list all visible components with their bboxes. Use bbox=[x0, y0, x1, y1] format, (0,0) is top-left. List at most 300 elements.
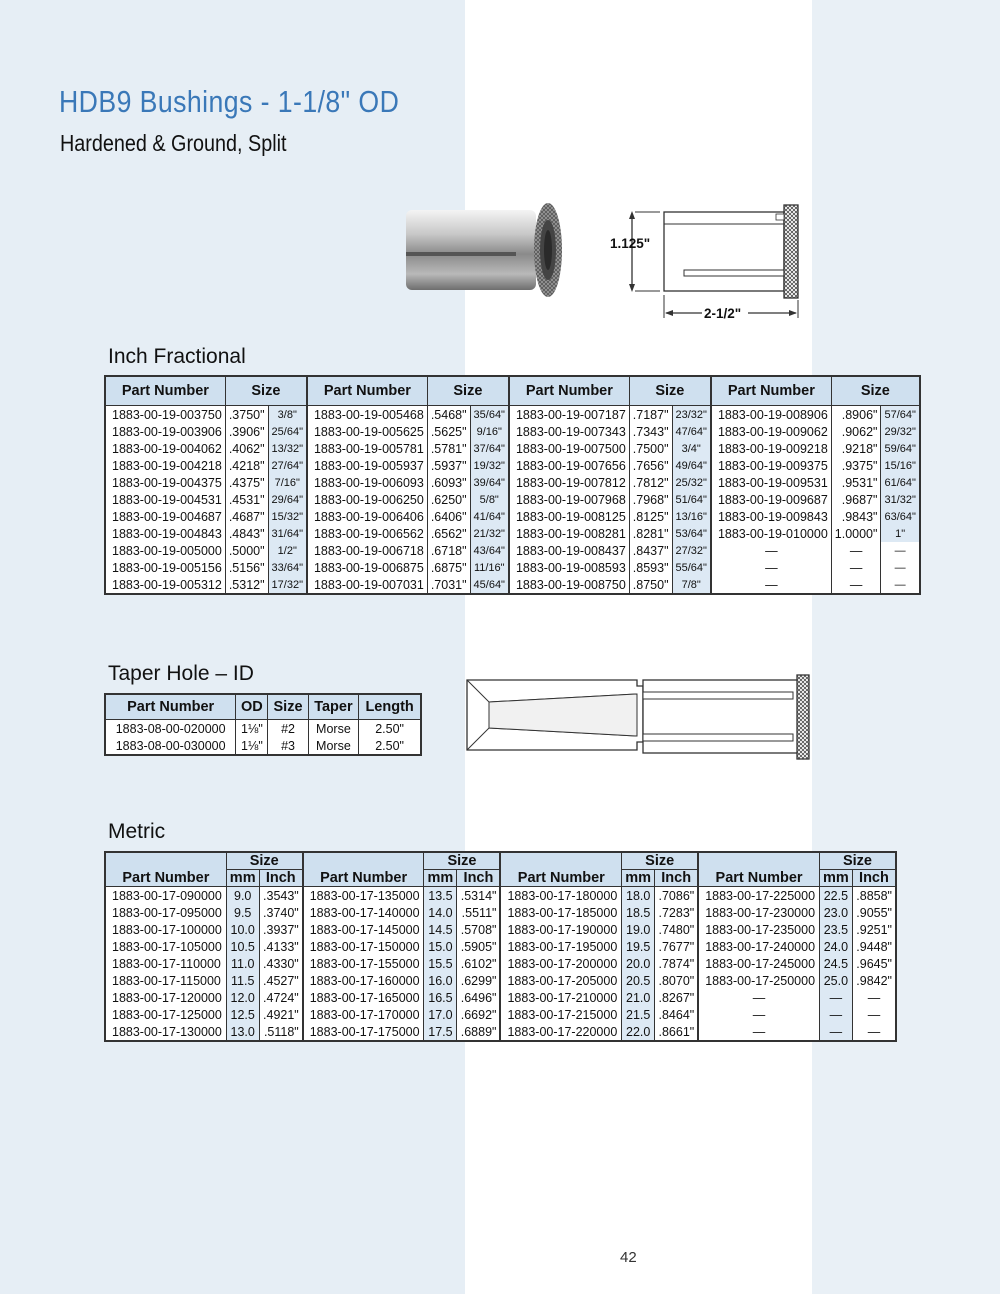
taper-hole-heading: Taper Hole – ID bbox=[108, 662, 254, 685]
decimal-size-cell: .8281" bbox=[629, 525, 672, 542]
part-number-cell: 1883-00-19-005000 bbox=[112, 543, 222, 558]
inch-size-cell: — bbox=[852, 989, 896, 1006]
table-row bbox=[105, 938, 896, 955]
decimal-size-cell: .4375" bbox=[225, 474, 268, 491]
inch-size-cell: .7086" bbox=[655, 887, 699, 905]
mm-size-cell: 19.5 bbox=[622, 938, 655, 955]
fraction-size-cell: 53/64" bbox=[672, 525, 711, 542]
column-header: OD bbox=[236, 694, 268, 720]
part-number-cell: 1883-00-17-160000 bbox=[309, 973, 420, 988]
table-row bbox=[105, 1006, 896, 1023]
table-cell: 2.50" bbox=[359, 737, 421, 755]
column-header: Size bbox=[268, 694, 308, 720]
decimal-size-cell: .6093" bbox=[427, 474, 470, 491]
fraction-size-cell: 1/2" bbox=[268, 542, 307, 559]
decimal-size-cell: .7187" bbox=[629, 406, 672, 424]
mm-size-cell: 24.0 bbox=[819, 938, 852, 955]
mm-size-cell: 23.0 bbox=[819, 904, 852, 921]
part-number-cell: 1883-00-19-003750 bbox=[112, 407, 222, 422]
part-number-cell: 1883-00-19-006718 bbox=[313, 543, 424, 558]
fraction-size-cell: 3/4" bbox=[672, 440, 711, 457]
column-header-size: Size bbox=[831, 376, 920, 406]
part-number-cell: 1883-00-17-215000 bbox=[507, 1007, 618, 1022]
part-number-cell: 1883-00-17-090000 bbox=[112, 888, 222, 903]
column-header: Part Number bbox=[105, 694, 236, 720]
metric-heading: Metric bbox=[108, 820, 166, 843]
part-number-cell: 1883-00-19-008750 bbox=[515, 577, 626, 592]
mm-size-cell: 16.0 bbox=[424, 972, 457, 989]
decimal-size-cell: .5156" bbox=[225, 559, 268, 576]
decimal-size-cell: .6562" bbox=[427, 525, 470, 542]
mm-size-cell: 10.5 bbox=[226, 938, 259, 955]
inch-size-cell: .4133" bbox=[259, 938, 303, 955]
mm-size-cell: 22.5 bbox=[819, 887, 852, 905]
part-number-cell: 1883-00-17-245000 bbox=[705, 956, 816, 971]
inch-size-cell: .6889" bbox=[457, 1023, 501, 1041]
part-number-cell: 1883-00-19-007187 bbox=[515, 407, 626, 422]
fraction-size-cell: 11/16" bbox=[470, 559, 509, 576]
decimal-size-cell: .5781" bbox=[427, 440, 470, 457]
fraction-size-cell: 51/64" bbox=[672, 491, 711, 508]
table-row bbox=[105, 720, 421, 738]
part-number-cell: 1883-00-17-110000 bbox=[112, 956, 221, 971]
mm-size-cell: 22.0 bbox=[622, 1023, 655, 1041]
part-number-cell: — bbox=[752, 1007, 766, 1022]
decimal-size-cell: .7656" bbox=[629, 457, 672, 474]
fraction-size-cell: 5/8" bbox=[470, 491, 509, 508]
fraction-size-cell: 1" bbox=[881, 525, 920, 542]
mm-size-cell: 9.5 bbox=[226, 904, 259, 921]
table-row bbox=[105, 406, 920, 424]
part-number-cell: 1883-00-17-200000 bbox=[507, 956, 618, 971]
decimal-size-cell: .5937" bbox=[427, 457, 470, 474]
column-header-size: Size bbox=[427, 376, 509, 406]
page-title: HDB9 Bushings - 1-1/8" OD bbox=[59, 84, 400, 119]
mm-size-cell: 25.0 bbox=[819, 972, 852, 989]
fraction-size-cell: 17/32" bbox=[268, 576, 307, 594]
decimal-size-cell: 1.0000" bbox=[831, 525, 881, 542]
inch-size-cell: .7874" bbox=[655, 955, 699, 972]
part-number-cell: 1883-00-19-009375 bbox=[717, 458, 828, 473]
column-header: Length bbox=[359, 694, 421, 720]
inch-size-cell: .6102" bbox=[457, 955, 501, 972]
table-cell: 2.50" bbox=[359, 720, 421, 738]
decimal-size-cell: .9062" bbox=[831, 423, 881, 440]
fraction-size-cell: 41/64" bbox=[470, 508, 509, 525]
part-number-cell: 1883-00-17-220000 bbox=[507, 1024, 618, 1039]
table-row bbox=[105, 972, 896, 989]
part-number-cell: 1883-00-17-135000 bbox=[309, 888, 420, 903]
inch-size-cell: — bbox=[852, 1006, 896, 1023]
mm-size-cell: 14.5 bbox=[424, 921, 457, 938]
mm-size-cell: 16.5 bbox=[424, 989, 457, 1006]
decimal-size-cell: — bbox=[831, 576, 881, 594]
inch-size-cell: .9251" bbox=[852, 921, 896, 938]
table-row bbox=[105, 457, 920, 474]
part-number-cell: 1883-00-19-006562 bbox=[313, 526, 424, 541]
decimal-size-cell: .7343" bbox=[629, 423, 672, 440]
part-number-cell: 1883-00-19-003906 bbox=[112, 424, 222, 439]
table-cell: Morse bbox=[308, 737, 359, 755]
decimal-size-cell: .9687" bbox=[831, 491, 881, 508]
mm-size-cell: 24.5 bbox=[819, 955, 852, 972]
column-header-inch: Inch bbox=[655, 870, 699, 887]
column-header-part-number: Part Number bbox=[307, 376, 427, 406]
table-row bbox=[105, 508, 920, 525]
decimal-size-cell: .5000" bbox=[225, 542, 268, 559]
fraction-size-cell: 43/64" bbox=[470, 542, 509, 559]
fraction-size-cell: — bbox=[881, 559, 920, 576]
part-number-cell: — bbox=[765, 560, 778, 575]
part-number-cell: 1883-00-19-008437 bbox=[515, 543, 626, 558]
mm-size-cell: 17.5 bbox=[424, 1023, 457, 1041]
inch-size-cell: — bbox=[852, 1023, 896, 1041]
decimal-size-cell: .3750" bbox=[225, 406, 268, 424]
inch-size-cell: .9448" bbox=[852, 938, 896, 955]
table-row bbox=[105, 737, 421, 755]
inch-fractional-table bbox=[104, 375, 921, 595]
inch-size-cell: .7677" bbox=[655, 938, 699, 955]
decimal-size-cell: .9218" bbox=[831, 440, 881, 457]
table-row bbox=[105, 491, 920, 508]
fraction-size-cell: 61/64" bbox=[881, 474, 920, 491]
decimal-size-cell: .5468" bbox=[427, 406, 470, 424]
mm-size-cell: 11.5 bbox=[226, 972, 259, 989]
part-number-cell: 1883-00-17-185000 bbox=[507, 905, 618, 920]
table-row bbox=[105, 440, 920, 457]
part-number-cell: 1883-00-17-165000 bbox=[309, 990, 420, 1005]
decimal-size-cell: .7968" bbox=[629, 491, 672, 508]
decimal-size-cell: .9531" bbox=[831, 474, 881, 491]
inch-size-cell: .5118" bbox=[259, 1023, 303, 1041]
decimal-size-cell: .4218" bbox=[225, 457, 268, 474]
decimal-size-cell: .6406" bbox=[427, 508, 470, 525]
part-number-cell: 1883-00-19-006875 bbox=[313, 560, 424, 575]
mm-size-cell: 14.0 bbox=[424, 904, 457, 921]
metric-table bbox=[104, 851, 897, 1042]
inch-size-cell: .4330" bbox=[259, 955, 303, 972]
bushing-photo bbox=[398, 200, 568, 300]
part-number-cell: 1883-00-19-006250 bbox=[313, 492, 424, 507]
part-number-cell: 1883-00-19-005625 bbox=[313, 424, 424, 439]
table-row bbox=[105, 474, 920, 491]
part-number-cell: 1883-00-17-115000 bbox=[112, 973, 221, 988]
part-number-cell: 1883-00-19-007500 bbox=[515, 441, 626, 456]
column-header-part-number: Part Number bbox=[711, 376, 831, 406]
part-number-cell: 1883-00-19-009062 bbox=[717, 424, 828, 439]
part-number-cell: 1883-00-19-004375 bbox=[112, 475, 222, 490]
table-row bbox=[105, 955, 896, 972]
table-row bbox=[105, 525, 920, 542]
decimal-size-cell: .3906" bbox=[225, 423, 268, 440]
fraction-size-cell: 27/32" bbox=[672, 542, 711, 559]
page-number: 42 bbox=[620, 1249, 637, 1266]
inch-size-cell: .7480" bbox=[655, 921, 699, 938]
fraction-size-cell: 13/16" bbox=[672, 508, 711, 525]
fraction-size-cell: 45/64" bbox=[470, 576, 509, 594]
column-header-part-number: Part Number bbox=[105, 376, 225, 406]
fraction-size-cell: 3/8" bbox=[268, 406, 307, 424]
table-row bbox=[105, 559, 920, 576]
part-number-cell: 1883-00-19-007343 bbox=[515, 424, 626, 439]
part-number-cell: 1883-00-17-155000 bbox=[309, 956, 420, 971]
table-cell: #3 bbox=[268, 737, 308, 755]
decimal-size-cell: — bbox=[831, 559, 881, 576]
table-cell: 1883-08-00-030000 bbox=[115, 738, 226, 753]
part-number-cell: 1883-00-19-008906 bbox=[717, 407, 828, 422]
decimal-size-cell: .9375" bbox=[831, 457, 881, 474]
fraction-size-cell: 55/64" bbox=[672, 559, 711, 576]
inch-size-cell: .6692" bbox=[457, 1006, 501, 1023]
inch-size-cell: .9842" bbox=[852, 972, 896, 989]
part-number-cell: 1883-00-19-005156 bbox=[112, 560, 222, 575]
mm-size-cell: — bbox=[819, 989, 852, 1006]
fraction-size-cell: 33/64" bbox=[268, 559, 307, 576]
part-number-cell: 1883-00-19-005468 bbox=[313, 407, 424, 422]
column-header-mm: mm bbox=[622, 870, 655, 887]
mm-size-cell: 21.5 bbox=[622, 1006, 655, 1023]
column-header-part-number: Part Number bbox=[303, 852, 424, 887]
part-number-cell: 1883-00-17-225000 bbox=[705, 888, 816, 903]
fraction-size-cell: 9/16" bbox=[470, 423, 509, 440]
column-header-mm: mm bbox=[226, 870, 259, 887]
part-number-cell: 1883-00-17-095000 bbox=[112, 905, 222, 920]
column-header-mm: mm bbox=[424, 870, 457, 887]
column-header-mm: mm bbox=[819, 870, 852, 887]
fraction-size-cell: 15/32" bbox=[268, 508, 307, 525]
mm-size-cell: 9.0 bbox=[226, 887, 259, 905]
mm-size-cell: 12.5 bbox=[226, 1006, 259, 1023]
mm-size-cell: 18.5 bbox=[622, 904, 655, 921]
part-number-cell: 1883-00-19-009843 bbox=[717, 509, 828, 524]
mm-size-cell: 13.5 bbox=[424, 887, 457, 905]
part-number-cell: — bbox=[752, 990, 766, 1005]
mm-size-cell: 20.5 bbox=[622, 972, 655, 989]
part-number-cell: — bbox=[765, 543, 778, 558]
fraction-size-cell: 59/64" bbox=[881, 440, 920, 457]
fraction-size-cell: 39/64" bbox=[470, 474, 509, 491]
part-number-cell: 1883-00-17-140000 bbox=[309, 905, 420, 920]
decimal-size-cell: .6875" bbox=[427, 559, 470, 576]
fraction-size-cell: — bbox=[881, 576, 920, 594]
part-number-cell: 1883-00-19-004843 bbox=[112, 526, 222, 541]
part-number-cell: 1883-00-17-145000 bbox=[309, 922, 420, 937]
fraction-size-cell: 13/32" bbox=[268, 440, 307, 457]
inch-size-cell: .5314" bbox=[457, 887, 501, 905]
fraction-size-cell: 15/16" bbox=[881, 457, 920, 474]
part-number-cell: 1883-00-17-180000 bbox=[507, 888, 618, 903]
mm-size-cell: 19.0 bbox=[622, 921, 655, 938]
part-number-cell: 1883-00-17-240000 bbox=[705, 939, 816, 954]
table-row bbox=[105, 904, 896, 921]
decimal-size-cell: .9843" bbox=[831, 508, 881, 525]
column-header-size: Size bbox=[819, 852, 896, 870]
mm-size-cell: 15.5 bbox=[424, 955, 457, 972]
part-number-cell: 1883-00-17-120000 bbox=[112, 990, 222, 1005]
mm-size-cell: 11.0 bbox=[226, 955, 259, 972]
part-number-cell: 1883-00-19-010000 bbox=[717, 526, 828, 541]
part-number-cell: 1883-00-19-007812 bbox=[515, 475, 626, 490]
fraction-size-cell: 47/64" bbox=[672, 423, 711, 440]
inch-size-cell: .4724" bbox=[259, 989, 303, 1006]
mm-size-cell: 15.0 bbox=[424, 938, 457, 955]
part-number-cell: 1883-00-17-175000 bbox=[309, 1024, 420, 1039]
page-subtitle: Hardened & Ground, Split bbox=[60, 130, 287, 156]
inch-size-cell: .5511" bbox=[457, 904, 501, 921]
fraction-size-cell: 7/8" bbox=[672, 576, 711, 594]
part-number-cell: 1883-00-19-009218 bbox=[717, 441, 828, 456]
inch-size-cell: .3543" bbox=[259, 887, 303, 905]
column-header-inch: Inch bbox=[259, 870, 303, 887]
mm-size-cell: — bbox=[819, 1006, 852, 1023]
column-header-part-number: Part Number bbox=[105, 852, 226, 887]
part-number-cell: 1883-00-17-125000 bbox=[112, 1007, 222, 1022]
part-number-cell: 1883-00-19-005937 bbox=[313, 458, 424, 473]
decimal-size-cell: .5625" bbox=[427, 423, 470, 440]
part-number-cell: 1883-00-19-008593 bbox=[515, 560, 626, 575]
inch-size-cell: .8464" bbox=[655, 1006, 699, 1023]
column-header-part-number: Part Number bbox=[698, 852, 819, 887]
part-number-cell: 1883-00-19-004218 bbox=[112, 458, 222, 473]
decimal-size-cell: .5312" bbox=[225, 576, 268, 594]
column-header-size: Size bbox=[622, 852, 699, 870]
inch-size-cell: .9055" bbox=[852, 904, 896, 921]
table-row bbox=[105, 921, 896, 938]
table-row bbox=[105, 887, 896, 905]
decimal-size-cell: .7031" bbox=[427, 576, 470, 594]
part-number-cell: 1883-00-17-170000 bbox=[309, 1007, 420, 1022]
column-header-size: Size bbox=[225, 376, 307, 406]
part-number-cell: 1883-00-19-004531 bbox=[112, 492, 222, 507]
fraction-size-cell: 23/32" bbox=[672, 406, 711, 424]
fraction-size-cell: 19/32" bbox=[470, 457, 509, 474]
decimal-size-cell: .4531" bbox=[225, 491, 268, 508]
fraction-size-cell: 49/64" bbox=[672, 457, 711, 474]
inch-size-cell: .9645" bbox=[852, 955, 896, 972]
fraction-size-cell: — bbox=[881, 542, 920, 559]
fraction-size-cell: 35/64" bbox=[470, 406, 509, 424]
part-number-cell: 1883-00-17-230000 bbox=[705, 905, 816, 920]
part-number-cell: 1883-00-19-008281 bbox=[515, 526, 626, 541]
table-cell: 1883-08-00-020000 bbox=[115, 721, 226, 736]
part-number-cell: 1883-00-19-005312 bbox=[112, 577, 222, 592]
table-cell: 1⅛" bbox=[236, 720, 268, 738]
fraction-size-cell: 21/32" bbox=[470, 525, 509, 542]
dimension-length: 2-1/2" bbox=[704, 306, 742, 321]
inch-size-cell: .3937" bbox=[259, 921, 303, 938]
mm-size-cell: — bbox=[819, 1023, 852, 1041]
part-number-cell: 1883-00-19-008125 bbox=[515, 509, 626, 524]
part-number-cell: 1883-00-19-006093 bbox=[313, 475, 424, 490]
part-number-cell: 1883-00-19-007968 bbox=[515, 492, 626, 507]
part-number-cell: 1883-00-19-007031 bbox=[313, 577, 424, 592]
part-number-cell: 1883-00-17-150000 bbox=[309, 939, 420, 954]
decimal-size-cell: .8437" bbox=[629, 542, 672, 559]
part-number-cell: 1883-00-19-004687 bbox=[112, 509, 222, 524]
decimal-size-cell: .4062" bbox=[225, 440, 268, 457]
inch-size-cell: .3740" bbox=[259, 904, 303, 921]
column-header: Taper bbox=[308, 694, 359, 720]
part-number-cell: 1883-00-17-105000 bbox=[112, 939, 222, 954]
fraction-size-cell: 31/64" bbox=[268, 525, 307, 542]
inch-size-cell: .4921" bbox=[259, 1006, 303, 1023]
column-header-inch: Inch bbox=[457, 870, 501, 887]
part-number-cell: 1883-00-19-006406 bbox=[313, 509, 424, 524]
decimal-size-cell: .8593" bbox=[629, 559, 672, 576]
column-header-part-number: Part Number bbox=[509, 376, 629, 406]
inch-size-cell: .4527" bbox=[259, 972, 303, 989]
part-number-cell: 1883-00-17-190000 bbox=[507, 922, 618, 937]
mm-size-cell: 17.0 bbox=[424, 1006, 457, 1023]
mm-size-cell: 23.5 bbox=[819, 921, 852, 938]
table-cell: Morse bbox=[308, 720, 359, 738]
column-header-size: Size bbox=[629, 376, 711, 406]
column-header-size: Size bbox=[226, 852, 303, 870]
dimension-diameter: 1.125" bbox=[610, 236, 651, 251]
inch-fractional-heading: Inch Fractional bbox=[108, 345, 246, 368]
mm-size-cell: 21.0 bbox=[622, 989, 655, 1006]
fraction-size-cell: 27/64" bbox=[268, 457, 307, 474]
part-number-cell: 1883-00-19-009531 bbox=[717, 475, 828, 490]
table-row bbox=[105, 576, 920, 594]
mm-size-cell: 13.0 bbox=[226, 1023, 259, 1041]
table-row bbox=[105, 989, 896, 1006]
column-header-part-number: Part Number bbox=[500, 852, 621, 887]
table-cell: #2 bbox=[268, 720, 308, 738]
table-row bbox=[105, 542, 920, 559]
column-header-size: Size bbox=[424, 852, 501, 870]
fraction-size-cell: 37/64" bbox=[470, 440, 509, 457]
fraction-size-cell: 63/64" bbox=[881, 508, 920, 525]
fraction-size-cell: 57/64" bbox=[881, 406, 920, 424]
mm-size-cell: 20.0 bbox=[622, 955, 655, 972]
mm-size-cell: 12.0 bbox=[226, 989, 259, 1006]
inch-size-cell: .6299" bbox=[457, 972, 501, 989]
part-number-cell: 1883-00-17-235000 bbox=[705, 922, 816, 937]
part-number-cell: 1883-00-19-009687 bbox=[717, 492, 828, 507]
part-number-cell: — bbox=[765, 577, 778, 592]
decimal-size-cell: .8750" bbox=[629, 576, 672, 594]
part-number-cell: 1883-00-17-205000 bbox=[507, 973, 618, 988]
decimal-size-cell: .8906" bbox=[831, 406, 881, 424]
decimal-size-cell: .6718" bbox=[427, 542, 470, 559]
part-number-cell: 1883-00-19-007656 bbox=[515, 458, 626, 473]
part-number-cell: — bbox=[752, 1024, 766, 1039]
part-number-cell: 1883-00-17-250000 bbox=[705, 973, 816, 988]
decimal-size-cell: .7500" bbox=[629, 440, 672, 457]
inch-size-cell: .7283" bbox=[655, 904, 699, 921]
fraction-size-cell: 7/16" bbox=[268, 474, 307, 491]
part-number-cell: 1883-00-17-130000 bbox=[112, 1024, 222, 1039]
table-row bbox=[105, 1023, 896, 1041]
column-header-inch: Inch bbox=[852, 870, 896, 887]
taper-hole-drawings bbox=[465, 672, 815, 762]
mm-size-cell: 18.0 bbox=[622, 887, 655, 905]
decimal-size-cell: .6250" bbox=[427, 491, 470, 508]
part-number-cell: 1883-00-17-100000 bbox=[112, 922, 222, 937]
part-number-cell: 1883-00-19-005781 bbox=[313, 441, 424, 456]
part-number-cell: 1883-00-17-195000 bbox=[507, 939, 618, 954]
inch-size-cell: .8661" bbox=[655, 1023, 699, 1041]
part-number-cell: 1883-00-19-004062 bbox=[112, 441, 222, 456]
mm-size-cell: 10.0 bbox=[226, 921, 259, 938]
table-row bbox=[105, 423, 920, 440]
taper-hole-table bbox=[104, 693, 422, 756]
part-number-cell: 1883-00-17-210000 bbox=[507, 990, 618, 1005]
decimal-size-cell: .7812" bbox=[629, 474, 672, 491]
inch-size-cell: .5905" bbox=[457, 938, 501, 955]
fraction-size-cell: 31/32" bbox=[881, 491, 920, 508]
